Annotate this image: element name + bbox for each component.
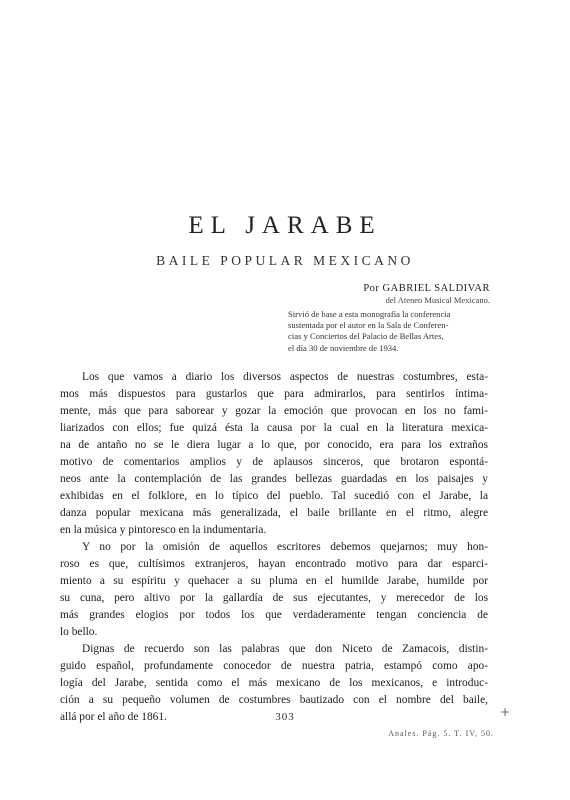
text-line: mente, más que para saborear y gozar la emoción que provocan en los no fami- [60, 405, 488, 417]
article-title: EL JARABE [188, 212, 382, 239]
text-line: Y no por la omisión de aquellos escritores debemos quejarnos; muy hon- [82, 541, 488, 553]
text-line: Dignas de recuerdo son las palabras que don Niceto de Zamacois, distin- [82, 643, 488, 655]
note-line: el día 30 de noviembre de 1934. [288, 342, 399, 353]
article-subtitle: BAILE POPULAR MEXICANO [156, 253, 414, 268]
text-line: ción a su pequeño volumen de costumbres bautizado con el nombre del baile, [60, 694, 488, 706]
text-line: roso es que, cultísimos extranjeros, hayan encontrado motivo para dar esparci- [60, 558, 488, 570]
source-reference: Anales. Pág. 5. T. IV, 50. [388, 729, 494, 738]
text-line: en la música y pintoresco en la indumentaria. [60, 524, 267, 536]
text-line: danza popular mexicana más generalizada, el baile brillante en el ritmo, alegre [60, 507, 488, 519]
note-line: Sirvió de base a esta monografía la conferencia [288, 309, 451, 319]
conference-note [288, 309, 503, 354]
text-line: lo bello. [60, 626, 98, 638]
text-line: liarizados con ellos; fue quizá ésta la causa por la cual en la literatura mexica- [60, 422, 488, 434]
text-line: miento a su espíritu y quehacer a su pluma en el humilde Jarabe, humilde por [60, 575, 488, 587]
paragraph-1 [60, 369, 488, 539]
note-line: sustentada por el autor en la Sala de Conferen- [288, 320, 449, 331]
paragraph-2 [60, 539, 488, 641]
text-line: logía del Jarabe, sentida como el más mexicano de los mexicanos, e introduc- [60, 677, 488, 689]
text-line: neos ante la contemplación de las grandes bellezas guardadas en los paisajes y [60, 473, 488, 485]
text-line: exhibidas en el folklore, en lo típico del pueblo. Tal sucedió con el Jarabe, la [60, 490, 488, 502]
text-line: más grandes elogios por todos los que verdaderamente tengan conciencia de [60, 609, 488, 621]
text-line: su cuna, pero altivo por la gallardía de sus ejecutantes, y merecedor de los [60, 592, 488, 604]
text-line: na de antaño no se le diera lugar a lo que, por conocido, era para los extraños [60, 439, 488, 451]
text-line: mos más dispuestos para gustarlos que para admirarlos, para sentirlos íntima- [60, 388, 488, 400]
author-name: Por GABRIEL SALDIVAR [363, 283, 490, 294]
page-number: 303 [275, 711, 295, 723]
text-line: Los que vamos a diario los diversos aspectos de nuestras costumbres, esta- [82, 371, 488, 383]
margin-mark: + [500, 705, 511, 719]
text-line: allá por el año de 1861. [60, 711, 167, 723]
note-line: cias y Conciertos del Palacio de Bellas Artes, [288, 331, 444, 342]
author-affiliation: del Ateneo Musical Mexicano. [385, 295, 490, 305]
text-line: motivo de comentarios amplios y de aplausos sinceros, que brotaron espontá- [60, 456, 488, 468]
text-line: guido español, profundamente conocedor de nuestra patria, estampó como apo- [60, 660, 488, 672]
body-text [60, 369, 488, 726]
byline [363, 283, 490, 306]
